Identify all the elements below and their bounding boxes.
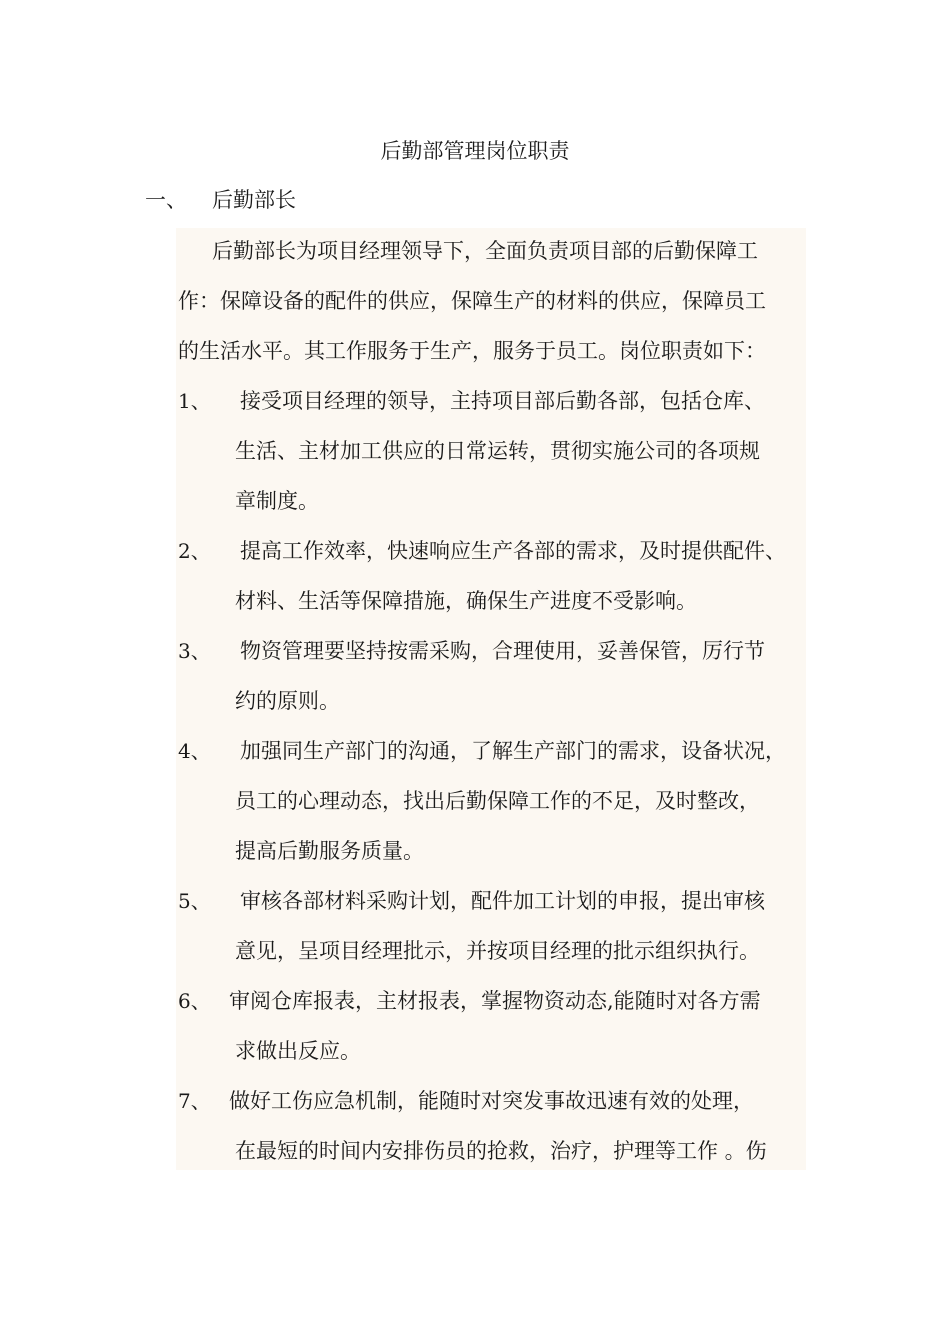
item-line: 员工的心理动态，找出后勤保障工作的不足，及时整改，: [235, 789, 760, 813]
item-line: 约的原则。: [235, 689, 340, 713]
item-number: 4、: [178, 739, 211, 763]
item-line: 做好工伤应急机制，能随时对突发事故迅速有效的处理，: [229, 1089, 754, 1113]
item-number: 5、: [178, 889, 211, 913]
page-title: 后勤部管理岗位职责: [380, 139, 570, 163]
intro-line: 后勤部长为项目经理领导下，全面负责项目部的后勤保障工: [212, 239, 758, 263]
section-number: 一、: [145, 188, 187, 212]
item-line: 提高工作效率，快速响应生产各部的需求，及时提供配件、: [240, 539, 786, 563]
item-line: 章制度。: [235, 489, 319, 513]
item-number: 1、: [178, 389, 211, 413]
item-line: 材料、生活等保障措施，确保生产进度不受影响。: [235, 589, 697, 613]
item-number: 3、: [178, 639, 211, 663]
item-line: 审核各部材料采购计划，配件加工计划的申报，提出审核: [240, 889, 765, 913]
item-number: 6、: [178, 989, 211, 1013]
item-line: 提高后勤服务质量。: [235, 839, 424, 863]
item-number: 2、: [178, 539, 211, 563]
item-number: 7、: [178, 1089, 211, 1113]
item-line: 接受项目经理的领导，主持项目部后勤各部，包括仓库、: [240, 389, 765, 413]
item-line: 意见，呈项目经理批示，并按项目经理的批示组织执行。: [235, 939, 760, 963]
item-line: 在最短的时间内安排伤员的抢救，治疗，护理等工作 。伤: [235, 1139, 767, 1163]
item-line: 物资管理要坚持按需采购，合理使用，妥善保管，厉行节: [240, 639, 765, 663]
intro-line: 作：保障设备的配件的供应，保障生产的材料的供应，保障员工: [178, 289, 766, 313]
section-heading: 后勤部长: [212, 188, 296, 212]
item-line: 求做出反应。: [235, 1039, 361, 1063]
item-line: 审阅仓库报表，主材报表，掌握物资动态,能随时对各方需: [229, 989, 761, 1013]
item-line: 生活、主材加工供应的日常运转，贯彻实施公司的各项规: [235, 439, 760, 463]
item-line: 加强同生产部门的沟通，了解生产部门的需求，设备状况，: [240, 739, 786, 763]
intro-line: 的生活水平。其工作服务于生产，服务于员工。岗位职责如下：: [178, 339, 766, 363]
